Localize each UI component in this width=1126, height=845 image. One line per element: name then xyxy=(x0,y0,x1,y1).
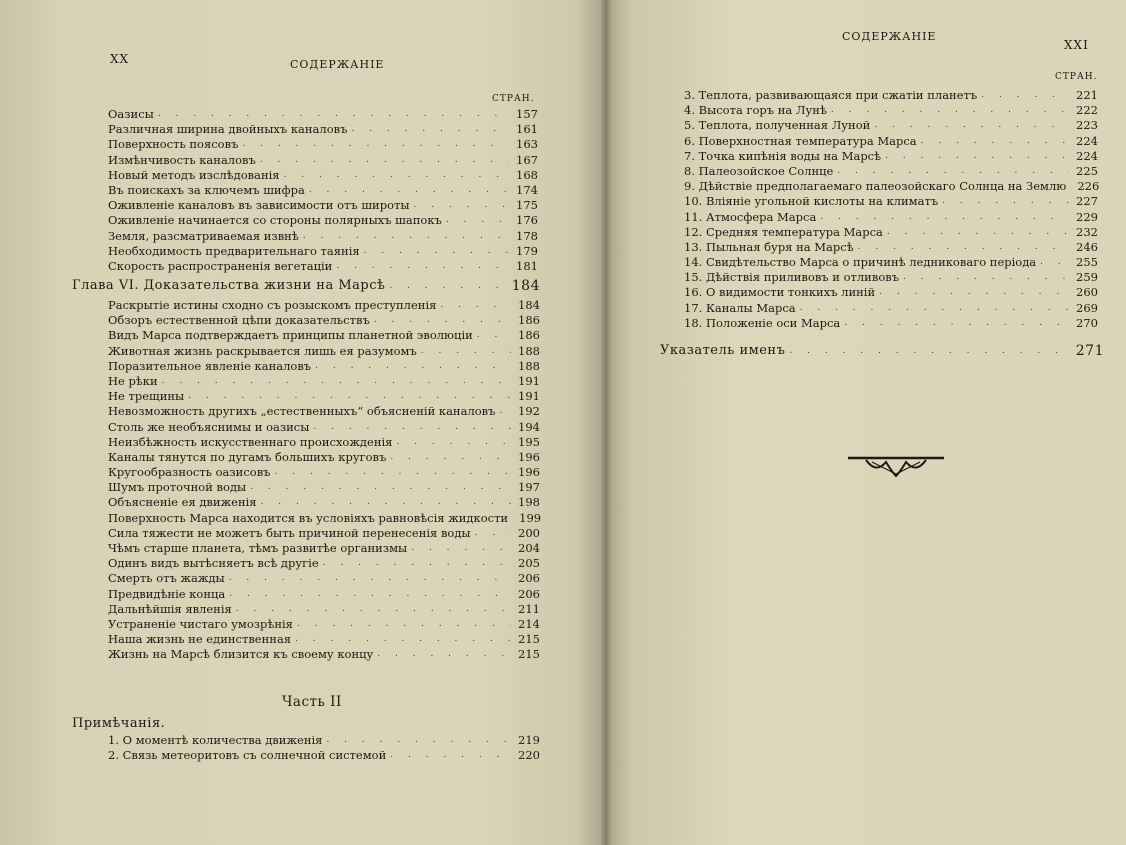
toc-entry-title: Въ поискахъ за ключемъ шифра xyxy=(108,182,305,197)
toc-entry-title: Земля, разсматриваемая извнѣ xyxy=(108,228,299,243)
note-entry-page: 226 xyxy=(1077,179,1100,194)
toc-entry-page: 157 xyxy=(516,107,538,121)
toc-entry-row[interactable] xyxy=(108,465,540,480)
toc-entry-row[interactable] xyxy=(108,571,540,586)
toc-entry-row[interactable] xyxy=(108,404,540,419)
toc-entry-row[interactable] xyxy=(108,328,540,343)
note-entry-title: 4. Высота горъ на Лунѣ xyxy=(684,103,827,118)
page-column-label: СТРАН. xyxy=(492,94,535,104)
toc-entry-row[interactable] xyxy=(108,213,538,228)
toc-entry-page: 191 xyxy=(518,373,540,388)
toc-entry-page: 186 xyxy=(518,313,540,328)
toc-entry-row[interactable] xyxy=(108,435,540,450)
note-entry-page: 270 xyxy=(1076,315,1098,330)
toc-entry-page: 199 xyxy=(519,510,542,525)
toc-entry-title: Одинъ видъ вытѣсняетъ всѣ другіе xyxy=(108,556,319,571)
note-entry-page: 255 xyxy=(1076,255,1098,270)
note-entry-title: 12. Средняя температура Марса xyxy=(684,224,883,239)
toc-entry-page: 188 xyxy=(518,343,540,358)
toc-entry-title: Наша жизнь не единственная xyxy=(108,632,292,647)
note-entry-title: 9. Дѣйствіе предполагаемаго палеозойскаго Солнца на Землю xyxy=(684,179,1067,194)
toc-entry-page: 176 xyxy=(516,213,538,228)
note-entry-row[interactable] xyxy=(108,748,540,763)
toc-entry-row[interactable] xyxy=(108,420,540,435)
note-entry-page: 259 xyxy=(1076,270,1098,285)
toc-entry-page: 206 xyxy=(518,571,540,586)
note-entry-page: 225 xyxy=(1076,163,1098,178)
toc-entry-page: 188 xyxy=(518,358,540,373)
toc-entry-title: Смерть отъ жажды xyxy=(108,571,225,586)
toc-entry-title: Видъ Марса подтверждаетъ принципы планетной эволюціи xyxy=(108,328,473,343)
toc-entry-title: Поверхность поясовъ xyxy=(108,137,239,152)
right-page xyxy=(606,0,1126,845)
toc-entry-page: 197 xyxy=(518,480,540,495)
note-entry-page: 219 xyxy=(518,733,540,747)
toc-entry-row[interactable] xyxy=(108,389,540,404)
note-entry-page: 229 xyxy=(1076,209,1098,224)
note-entry-row[interactable] xyxy=(684,88,1098,103)
index-page: 271 xyxy=(1075,343,1104,359)
toc-entry-row[interactable] xyxy=(108,298,540,313)
toc-entry-title: Объясненіе ея движенія xyxy=(108,495,257,510)
note-entry-row[interactable] xyxy=(684,179,1098,194)
toc-entry-row[interactable] xyxy=(108,647,540,662)
index-heading xyxy=(660,342,1104,360)
note-entry-page: 222 xyxy=(1076,103,1098,118)
running-head: СОДЕРЖАНІЕ xyxy=(842,30,937,43)
note-entry-title: 11. Атмосфера Марса xyxy=(684,209,817,224)
toc-entry-title: Не трещины xyxy=(108,389,185,404)
toc-section-list xyxy=(108,107,538,274)
toc-entry-page: 167 xyxy=(516,152,538,167)
toc-entry-row[interactable] xyxy=(108,137,538,152)
toc-entry-row[interactable] xyxy=(108,587,540,602)
toc-entry-title: Чѣмъ старше планета, тѣмъ развитѣе организмы xyxy=(108,541,408,555)
toc-entry-title: Измѣнчивость каналовъ xyxy=(108,152,256,167)
page-number: XXI xyxy=(1064,38,1089,52)
note-entry-row[interactable] xyxy=(108,733,540,748)
note-entry-row[interactable] xyxy=(684,240,1098,255)
note-entry-row[interactable] xyxy=(684,225,1098,240)
toc-entry-row[interactable] xyxy=(108,153,538,168)
toc-entry-page: 174 xyxy=(516,182,538,197)
toc-entry-title: Раскрытіе истины сходно съ розыскомъ преступленія xyxy=(108,298,437,312)
toc-entry-page: 214 xyxy=(518,616,540,631)
decorative-tailpiece-icon xyxy=(846,452,946,482)
note-entry-row[interactable] xyxy=(684,301,1098,316)
note-entry-title: 6. Поверхностная температура Марса xyxy=(684,133,917,148)
toc-entry-page: 215 xyxy=(518,632,540,647)
toc-entry-row[interactable] xyxy=(108,556,540,571)
note-entry-row[interactable] xyxy=(684,194,1098,209)
toc-entry-row[interactable] xyxy=(108,617,540,632)
note-entry-row[interactable] xyxy=(684,134,1098,149)
chapter-title: Глава VI. Доказательства жизни на Марсѣ xyxy=(72,278,386,293)
toc-entry-page: 181 xyxy=(516,258,538,273)
toc-entry-title: Различная ширина двойныхъ каналовъ xyxy=(108,122,348,137)
toc-entry-row[interactable] xyxy=(108,313,540,328)
note-entry-title: 17. Каналы Марса xyxy=(684,300,796,315)
toc-entry-page: 175 xyxy=(516,198,538,213)
toc-entry-title: Устраненіе чистаго умозрѣнія xyxy=(108,616,293,631)
toc-entry-row[interactable] xyxy=(108,359,540,374)
note-entry-row[interactable] xyxy=(684,285,1098,300)
toc-entry-row[interactable] xyxy=(108,229,538,244)
toc-entry-title: Необходимость предварительнаго таянія xyxy=(108,243,360,258)
notes-list xyxy=(108,733,540,763)
note-entry-page: 232 xyxy=(1076,224,1098,239)
note-entry-title: 1. О моментѣ количества движенія xyxy=(108,733,323,747)
running-head: СОДЕРЖАНІЕ xyxy=(290,58,385,71)
note-entry-row[interactable] xyxy=(684,255,1098,270)
note-entry-page: 224 xyxy=(1076,133,1098,148)
toc-entry-page: 196 xyxy=(518,465,540,480)
toc-entry-title: Невозможность другихъ „естественныхъ“ объясненій каналовъ xyxy=(108,404,496,419)
toc-entry-page: 179 xyxy=(516,243,538,258)
toc-entry-title: Оживленіе каналовъ въ зависимости отъ широты xyxy=(108,198,410,213)
toc-entry-page: 184 xyxy=(518,298,540,312)
toc-entry-row[interactable] xyxy=(108,344,540,359)
note-entry-title: 16. О видимости тонкихъ линій xyxy=(684,285,876,300)
toc-entry-page: 211 xyxy=(518,601,540,616)
part-heading: Часть II xyxy=(282,694,342,710)
chapter-page: 184 xyxy=(511,278,540,294)
toc-entry-page: 163 xyxy=(516,137,538,152)
toc-entry-title: Новый методъ изслѣдованія xyxy=(108,167,280,182)
note-entry-page: 220 xyxy=(518,748,540,763)
toc-entry-page: 178 xyxy=(516,228,538,243)
note-entry-title: 5. Теплота, полученная Луной xyxy=(684,118,871,133)
index-title: Указатель именъ xyxy=(660,343,786,358)
toc-entry-page: 192 xyxy=(518,404,540,419)
toc-entry-title: Неизбѣжность искусственнаго происхожденія xyxy=(108,434,393,449)
note-entry-page: 223 xyxy=(1076,118,1098,133)
toc-entry-row[interactable] xyxy=(108,122,538,137)
toc-entry-title: Оазисы xyxy=(108,107,154,121)
toc-entry-page: 205 xyxy=(518,556,540,571)
toc-entry-title: Дальнѣйшія явленія xyxy=(108,601,232,616)
toc-entry-title: Скорость распространенія вегетаціи xyxy=(108,258,333,273)
toc-entry-row[interactable] xyxy=(108,259,538,274)
note-entry-title: 3. Теплота, развивающаяся при сжатіи планетъ xyxy=(684,88,978,102)
note-entry-title: 14. Свидѣтельство Марса о причинѣ ледниковаго періода xyxy=(684,255,1037,270)
note-entry-page: 227 xyxy=(1076,194,1098,209)
toc-entry-row[interactable] xyxy=(108,183,538,198)
toc-entry-row[interactable] xyxy=(108,198,538,213)
toc-entry-row[interactable] xyxy=(108,541,540,556)
toc-entry-page: 168 xyxy=(516,167,538,182)
note-entry-row[interactable] xyxy=(684,149,1098,164)
chapter-heading xyxy=(72,277,540,295)
page-column-label: СТРАН. xyxy=(1055,72,1098,82)
toc-entry-page: 200 xyxy=(518,525,540,540)
toc-entry-page: 215 xyxy=(518,647,540,662)
chapter-row[interactable] xyxy=(72,277,540,295)
note-entry-title: 18. Положеніе оси Марса xyxy=(684,315,841,330)
page-number: XX xyxy=(110,52,130,66)
note-entry-page: 246 xyxy=(1076,239,1098,254)
toc-entry-row[interactable] xyxy=(108,107,538,122)
toc-entry-title: Оживленіе начинается со стороны полярныхъ шапокъ xyxy=(108,213,442,228)
toc-entry-page: 194 xyxy=(518,419,540,434)
toc-entry-row[interactable] xyxy=(108,450,540,465)
toc-entry-row[interactable] xyxy=(108,632,540,647)
notes-label: Примѣчанія. xyxy=(72,716,166,731)
note-entry-title: 13. Пыльная буря на Марсѣ xyxy=(684,239,854,254)
book-gutter xyxy=(600,0,612,845)
toc-entry-title: Сила тяжести не можетъ быть причиной перенесенія воды xyxy=(108,525,471,540)
toc-entry-page: 195 xyxy=(518,434,540,449)
toc-entry-page: 191 xyxy=(518,389,540,404)
note-entry-title: 2. Связь метеоритовъ съ солнечной системой xyxy=(108,748,387,763)
toc-entry-title: Шумъ проточной воды xyxy=(108,480,247,495)
toc-entry-row[interactable] xyxy=(108,495,540,510)
toc-chapter-list xyxy=(108,298,540,663)
toc-entry-title: Поразительное явленіе каналовъ xyxy=(108,358,312,373)
toc-entry-page: 198 xyxy=(518,495,540,510)
note-entry-title: 8. Палеозойское Солнце xyxy=(684,163,834,178)
toc-entry-title: Предвидѣніе конца xyxy=(108,586,226,601)
note-entry-row[interactable] xyxy=(684,118,1098,133)
toc-entry-page: 161 xyxy=(516,122,538,137)
note-entry-page: 260 xyxy=(1076,285,1098,300)
toc-entry-title: Кругообразность оазисовъ xyxy=(108,465,271,480)
toc-entry-row[interactable] xyxy=(108,374,540,389)
toc-entry-title: Жизнь на Марсѣ близится къ своему концу xyxy=(108,647,374,662)
note-entry-title: 7. Точка кипѣнія воды на Марсѣ xyxy=(684,148,882,163)
toc-entry-title: Животная жизнь раскрывается лишь ея разумомъ xyxy=(108,343,417,358)
toc-entry-row[interactable] xyxy=(108,602,540,617)
toc-entry-title: Каналы тянутся по дугамъ большихъ круговъ xyxy=(108,449,387,464)
note-entry-row[interactable] xyxy=(684,210,1098,225)
toc-entry-title: Не рѣки xyxy=(108,373,158,388)
note-entry-row[interactable] xyxy=(684,164,1098,179)
toc-entry-page: 204 xyxy=(518,541,540,555)
toc-entry-row[interactable] xyxy=(108,526,540,541)
toc-entry-page: 186 xyxy=(518,328,540,343)
notes-list xyxy=(684,88,1098,331)
toc-entry-row[interactable] xyxy=(108,244,538,259)
note-entry-title: 15. Дѣйствія приливовъ и отливовъ xyxy=(684,270,900,285)
toc-entry-title: Столь же необъяснимы и оазисы xyxy=(108,419,310,434)
toc-entry-title: Обзоръ естественной цѣпи доказательствъ xyxy=(108,313,370,328)
note-entry-page: 269 xyxy=(1076,300,1098,315)
note-entry-page: 221 xyxy=(1076,88,1098,102)
toc-entry-page: 206 xyxy=(518,586,540,601)
index-row[interactable] xyxy=(660,342,1104,360)
note-entry-row[interactable] xyxy=(684,103,1098,118)
toc-entry-row[interactable] xyxy=(108,480,540,495)
note-entry-row[interactable] xyxy=(684,270,1098,285)
toc-entry-row[interactable] xyxy=(108,168,538,183)
toc-entry-page: 196 xyxy=(518,449,540,464)
toc-entry-title: Поверхность Марса находится въ условіяхъ равновѣсія жидкости xyxy=(108,510,509,525)
note-entry-title: 10. Вліяніе угольной кислоты на климатъ xyxy=(684,194,939,209)
toc-entry-row[interactable] xyxy=(108,511,540,526)
note-entry-row[interactable] xyxy=(684,316,1098,331)
note-entry-page: 224 xyxy=(1076,148,1098,163)
